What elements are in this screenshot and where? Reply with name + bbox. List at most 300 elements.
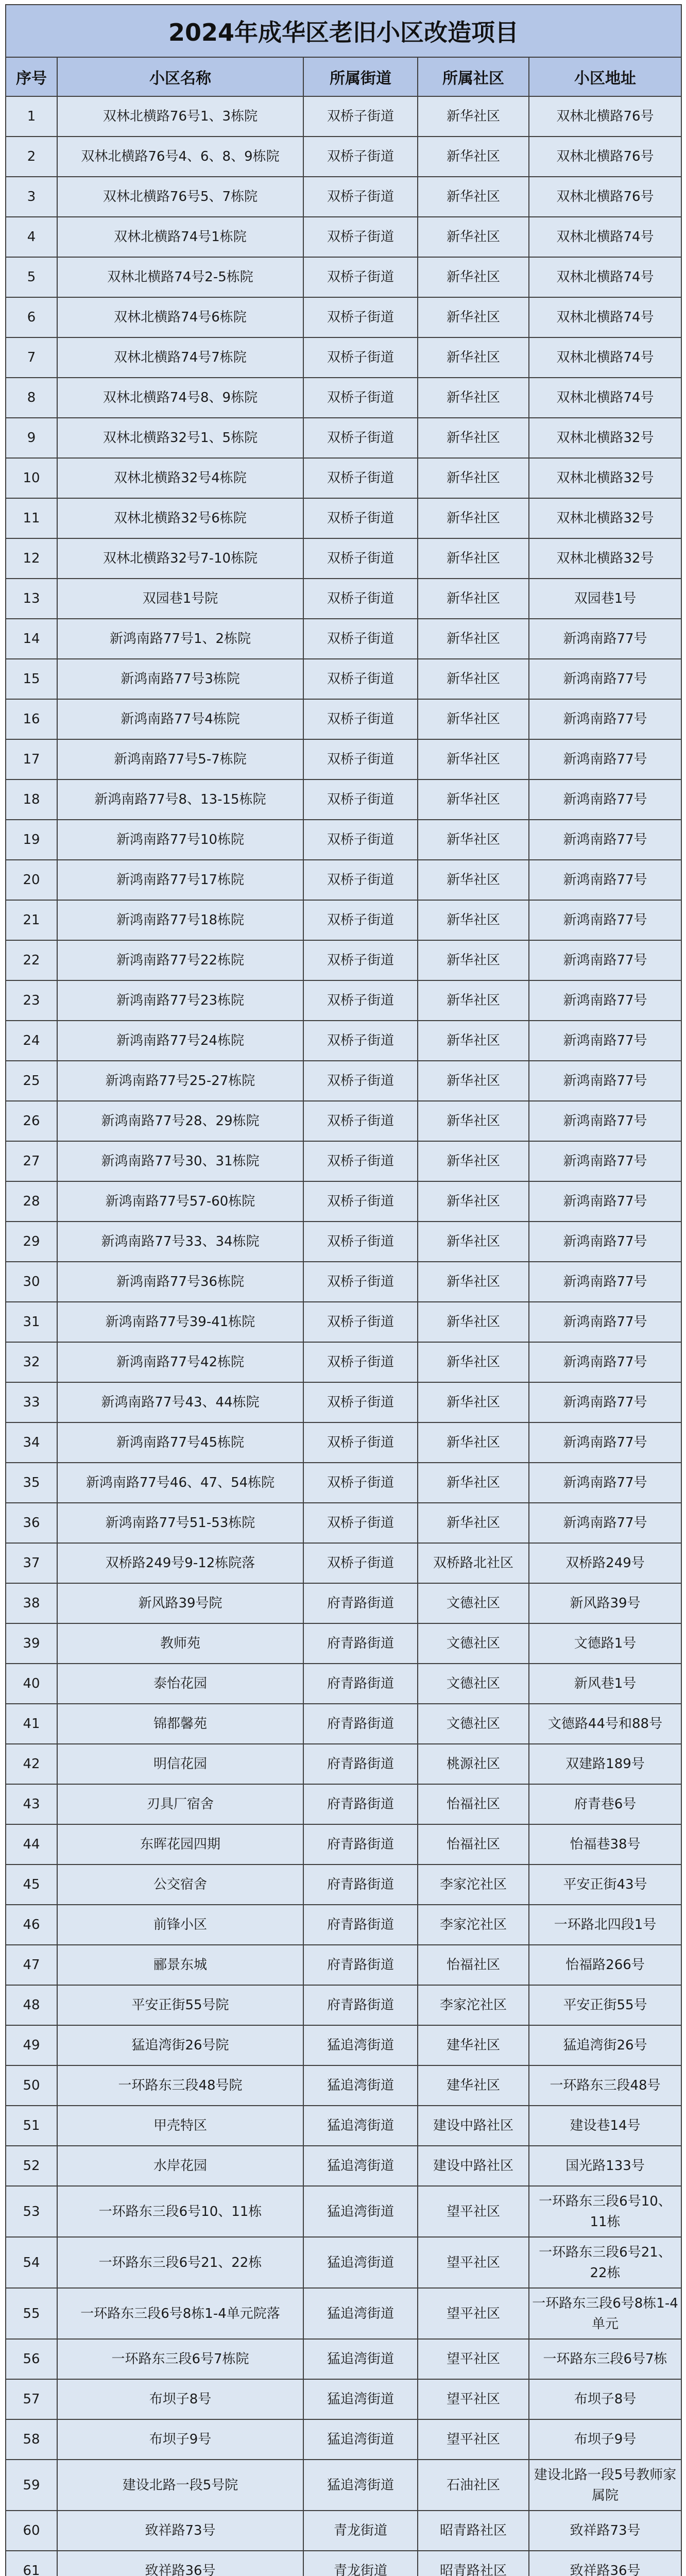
cell-community: 新华社区 bbox=[418, 980, 529, 1021]
cell-street: 双桥子街道 bbox=[303, 1181, 418, 1222]
cell-address: 新鸿南路77号 bbox=[529, 1061, 681, 1101]
table-row bbox=[6, 177, 681, 217]
table-row bbox=[6, 1623, 681, 1664]
cell-street: 双桥子街道 bbox=[303, 1101, 418, 1141]
cell-street: 府青路街道 bbox=[303, 1664, 418, 1704]
table-row bbox=[6, 1704, 681, 1744]
cell-street: 双桥子街道 bbox=[303, 418, 418, 458]
cell-name: 双林北横路32号7-10栋院 bbox=[57, 538, 303, 579]
cell-address: 平安正街43号 bbox=[529, 1865, 681, 1905]
cell-name: 猛追湾街26号院 bbox=[57, 2025, 303, 2065]
cell-name: 双林北横路74号6栋院 bbox=[57, 297, 303, 337]
cell-index: 51 bbox=[6, 2106, 57, 2146]
cell-street: 府青路街道 bbox=[303, 1985, 418, 2025]
cell-community: 建华社区 bbox=[418, 2065, 529, 2106]
table-row bbox=[6, 337, 681, 378]
cell-index: 40 bbox=[6, 1664, 57, 1704]
cell-name: 新鸿南路77号43、44栋院 bbox=[57, 1382, 303, 1422]
cell-name: 公交宿舍 bbox=[57, 1865, 303, 1905]
table-row bbox=[6, 1784, 681, 1824]
cell-name: 一环路东三段6号8栋1-4单元院落 bbox=[57, 2288, 303, 2339]
cell-index: 43 bbox=[6, 1784, 57, 1824]
cell-street: 双桥子街道 bbox=[303, 860, 418, 900]
cell-address: 新鸿南路77号 bbox=[529, 779, 681, 820]
cell-community: 新华社区 bbox=[418, 418, 529, 458]
cell-community: 李家沱社区 bbox=[418, 1985, 529, 2025]
table-row bbox=[6, 699, 681, 739]
cell-address: 新鸿南路77号 bbox=[529, 699, 681, 739]
cell-address: 新鸿南路77号 bbox=[529, 1181, 681, 1222]
cell-name: 双林北横路76号4、6、8、9栋院 bbox=[57, 137, 303, 177]
table-row bbox=[6, 2551, 681, 2576]
cell-address: 怡福巷38号 bbox=[529, 1824, 681, 1865]
cell-name: 新鸿南路77号17栋院 bbox=[57, 860, 303, 900]
cell-community: 望平社区 bbox=[418, 2419, 529, 2460]
cell-index: 60 bbox=[6, 2511, 57, 2551]
table-row bbox=[6, 1262, 681, 1302]
cell-community: 新华社区 bbox=[418, 458, 529, 498]
cell-name: 新鸿南路77号24栋院 bbox=[57, 1021, 303, 1061]
cell-address: 建设巷14号 bbox=[529, 2106, 681, 2146]
table-row bbox=[6, 739, 681, 779]
cell-address: 新鸿南路77号 bbox=[529, 739, 681, 779]
cell-index: 38 bbox=[6, 1583, 57, 1623]
column-header-street: 所属街道 bbox=[303, 57, 418, 96]
cell-street: 双桥子街道 bbox=[303, 498, 418, 538]
table-row bbox=[6, 1945, 681, 1985]
cell-name: 锦都馨苑 bbox=[57, 1704, 303, 1744]
cell-index: 46 bbox=[6, 1905, 57, 1945]
cell-name: 一环路东三段48号院 bbox=[57, 2065, 303, 2106]
cell-address: 双林北横路74号 bbox=[529, 297, 681, 337]
cell-address: 双林北横路32号 bbox=[529, 538, 681, 579]
cell-index: 42 bbox=[6, 1744, 57, 1784]
table-row bbox=[6, 940, 681, 980]
cell-street: 双桥子街道 bbox=[303, 1222, 418, 1262]
cell-name: 双林北横路74号2-5栋院 bbox=[57, 257, 303, 297]
cell-community: 新华社区 bbox=[418, 619, 529, 659]
cell-street: 府青路街道 bbox=[303, 1704, 418, 1744]
cell-address: 双林北横路74号 bbox=[529, 378, 681, 418]
column-header-community: 所属社区 bbox=[418, 57, 529, 96]
cell-address: 建设北路一段5号教师家属院 bbox=[529, 2460, 681, 2511]
cell-street: 青龙街道 bbox=[303, 2551, 418, 2576]
cell-name: 双林北横路32号6栋院 bbox=[57, 498, 303, 538]
cell-index: 13 bbox=[6, 579, 57, 619]
cell-name: 新风路39号院 bbox=[57, 1583, 303, 1623]
cell-street: 双桥子街道 bbox=[303, 96, 418, 137]
table-row bbox=[6, 820, 681, 860]
cell-community: 新华社区 bbox=[418, 217, 529, 257]
cell-street: 双桥子街道 bbox=[303, 940, 418, 980]
cell-address: 府青巷6号 bbox=[529, 1784, 681, 1824]
cell-street: 府青路街道 bbox=[303, 1623, 418, 1664]
cell-address: 布坝子8号 bbox=[529, 2379, 681, 2419]
cell-street: 双桥子街道 bbox=[303, 820, 418, 860]
cell-community: 怡福社区 bbox=[418, 1824, 529, 1865]
cell-index: 18 bbox=[6, 779, 57, 820]
table-row bbox=[6, 1543, 681, 1583]
table-row bbox=[6, 257, 681, 297]
cell-community: 昭青路社区 bbox=[418, 2511, 529, 2551]
cell-name: 新鸿南路77号33、34栋院 bbox=[57, 1222, 303, 1262]
cell-community: 新华社区 bbox=[418, 1342, 529, 1382]
cell-community: 新华社区 bbox=[418, 1302, 529, 1342]
cell-name: 新鸿南路77号5-7栋院 bbox=[57, 739, 303, 779]
cell-community: 新华社区 bbox=[418, 337, 529, 378]
cell-street: 双桥子街道 bbox=[303, 1543, 418, 1583]
cell-index: 22 bbox=[6, 940, 57, 980]
cell-name: 新鸿南路77号3栋院 bbox=[57, 659, 303, 699]
table-row bbox=[6, 2065, 681, 2106]
table-row bbox=[6, 458, 681, 498]
cell-street: 双桥子街道 bbox=[303, 257, 418, 297]
cell-community: 望平社区 bbox=[418, 2288, 529, 2339]
table-row bbox=[6, 980, 681, 1021]
cell-name: 刃具厂宿舍 bbox=[57, 1784, 303, 1824]
cell-street: 府青路街道 bbox=[303, 1583, 418, 1623]
cell-index: 21 bbox=[6, 900, 57, 940]
cell-index: 12 bbox=[6, 538, 57, 579]
cell-community: 桃源社区 bbox=[418, 1744, 529, 1784]
cell-community: 新华社区 bbox=[418, 1101, 529, 1141]
table-row bbox=[6, 217, 681, 257]
cell-name: 双林北横路74号7栋院 bbox=[57, 337, 303, 378]
cell-name: 建设北路一段5号院 bbox=[57, 2460, 303, 2511]
cell-address: 一环路北四段1号 bbox=[529, 1905, 681, 1945]
cell-community: 望平社区 bbox=[418, 2339, 529, 2379]
cell-community: 双桥路北社区 bbox=[418, 1543, 529, 1583]
cell-street: 双桥子街道 bbox=[303, 699, 418, 739]
cell-street: 双桥子街道 bbox=[303, 538, 418, 579]
cell-community: 新华社区 bbox=[418, 1262, 529, 1302]
cell-address: 双林北横路76号 bbox=[529, 177, 681, 217]
cell-name: 郦景东城 bbox=[57, 1945, 303, 1985]
table-row bbox=[6, 1865, 681, 1905]
cell-community: 新华社区 bbox=[418, 1503, 529, 1543]
cell-name: 新鸿南路77号23栋院 bbox=[57, 980, 303, 1021]
cell-name: 新鸿南路77号28、29栋院 bbox=[57, 1101, 303, 1141]
cell-street: 双桥子街道 bbox=[303, 1422, 418, 1463]
cell-index: 57 bbox=[6, 2379, 57, 2419]
cell-street: 双桥子街道 bbox=[303, 458, 418, 498]
table-row bbox=[6, 2288, 681, 2339]
cell-community: 新华社区 bbox=[418, 96, 529, 137]
table-row bbox=[6, 2460, 681, 2511]
cell-street: 猛追湾街道 bbox=[303, 2025, 418, 2065]
cell-address: 双林北横路74号 bbox=[529, 217, 681, 257]
table-row bbox=[6, 2106, 681, 2146]
cell-street: 双桥子街道 bbox=[303, 217, 418, 257]
cell-community: 新华社区 bbox=[418, 699, 529, 739]
cell-street: 双桥子街道 bbox=[303, 980, 418, 1021]
project-table-container bbox=[5, 4, 681, 2576]
cell-address: 一环路东三段48号 bbox=[529, 2065, 681, 2106]
header-row bbox=[6, 57, 681, 96]
cell-address: 新鸿南路77号 bbox=[529, 900, 681, 940]
cell-index: 26 bbox=[6, 1101, 57, 1141]
table-row bbox=[6, 900, 681, 940]
cell-community: 新华社区 bbox=[418, 940, 529, 980]
cell-street: 青龙街道 bbox=[303, 2511, 418, 2551]
cell-community: 新华社区 bbox=[418, 1061, 529, 1101]
cell-street: 双桥子街道 bbox=[303, 337, 418, 378]
cell-street: 猛追湾街道 bbox=[303, 2288, 418, 2339]
cell-name: 新鸿南路77号18栋院 bbox=[57, 900, 303, 940]
table-row bbox=[6, 2339, 681, 2379]
cell-community: 新华社区 bbox=[418, 378, 529, 418]
cell-index: 34 bbox=[6, 1422, 57, 1463]
cell-street: 双桥子街道 bbox=[303, 900, 418, 940]
cell-address: 新鸿南路77号 bbox=[529, 1262, 681, 1302]
cell-community: 新华社区 bbox=[418, 498, 529, 538]
cell-street: 猛追湾街道 bbox=[303, 2339, 418, 2379]
cell-community: 新华社区 bbox=[418, 177, 529, 217]
cell-index: 4 bbox=[6, 217, 57, 257]
cell-name: 一环路东三段6号21、22栋 bbox=[57, 2237, 303, 2288]
cell-community: 新华社区 bbox=[418, 779, 529, 820]
table-row bbox=[6, 1021, 681, 1061]
cell-index: 32 bbox=[6, 1342, 57, 1382]
table-row bbox=[6, 297, 681, 337]
cell-address: 新鸿南路77号 bbox=[529, 1422, 681, 1463]
cell-name: 明信花园 bbox=[57, 1744, 303, 1784]
cell-community: 新华社区 bbox=[418, 1181, 529, 1222]
cell-index: 48 bbox=[6, 1985, 57, 2025]
table-row bbox=[6, 96, 681, 137]
cell-address: 布坝子9号 bbox=[529, 2419, 681, 2460]
cell-address: 一环路东三段6号8栋1-4单元 bbox=[529, 2288, 681, 2339]
cell-community: 新华社区 bbox=[418, 1021, 529, 1061]
cell-address: 新鸿南路77号 bbox=[529, 1463, 681, 1503]
cell-name: 新鸿南路77号36栋院 bbox=[57, 1262, 303, 1302]
cell-community: 文德社区 bbox=[418, 1623, 529, 1664]
cell-address: 双林北横路32号 bbox=[529, 498, 681, 538]
cell-index: 41 bbox=[6, 1704, 57, 1744]
column-header-index: 序号 bbox=[6, 57, 57, 96]
table-row bbox=[6, 1061, 681, 1101]
cell-address: 一环路东三段6号7栋 bbox=[529, 2339, 681, 2379]
cell-community: 建设中路社区 bbox=[418, 2146, 529, 2186]
cell-address: 猛追湾街26号 bbox=[529, 2025, 681, 2065]
cell-street: 猛追湾街道 bbox=[303, 2106, 418, 2146]
cell-index: 50 bbox=[6, 2065, 57, 2106]
table-row bbox=[6, 1905, 681, 1945]
cell-community: 李家沱社区 bbox=[418, 1865, 529, 1905]
cell-name: 新鸿南路77号45栋院 bbox=[57, 1422, 303, 1463]
cell-street: 双桥子街道 bbox=[303, 1061, 418, 1101]
cell-community: 新华社区 bbox=[418, 1422, 529, 1463]
cell-index: 39 bbox=[6, 1623, 57, 1664]
cell-name: 新鸿南路77号8、13-15栋院 bbox=[57, 779, 303, 820]
cell-street: 府青路街道 bbox=[303, 1744, 418, 1784]
cell-street: 双桥子街道 bbox=[303, 619, 418, 659]
cell-community: 怡福社区 bbox=[418, 1945, 529, 1985]
table-row bbox=[6, 378, 681, 418]
cell-street: 猛追湾街道 bbox=[303, 2460, 418, 2511]
cell-community: 文德社区 bbox=[418, 1664, 529, 1704]
cell-index: 53 bbox=[6, 2186, 57, 2237]
cell-address: 新鸿南路77号 bbox=[529, 1342, 681, 1382]
cell-name: 双林北横路32号1、5栋院 bbox=[57, 418, 303, 458]
table-row bbox=[6, 1463, 681, 1503]
cell-address: 新鸿南路77号 bbox=[529, 980, 681, 1021]
cell-name: 甲壳特区 bbox=[57, 2106, 303, 2146]
cell-street: 猛追湾街道 bbox=[303, 2379, 418, 2419]
table-row bbox=[6, 498, 681, 538]
cell-address: 新鸿南路77号 bbox=[529, 820, 681, 860]
cell-index: 17 bbox=[6, 739, 57, 779]
cell-index: 9 bbox=[6, 418, 57, 458]
cell-index: 56 bbox=[6, 2339, 57, 2379]
cell-name: 新鸿南路77号25-27栋院 bbox=[57, 1061, 303, 1101]
cell-community: 文德社区 bbox=[418, 1704, 529, 1744]
cell-address: 新鸿南路77号 bbox=[529, 1141, 681, 1181]
cell-community: 望平社区 bbox=[418, 2186, 529, 2237]
cell-street: 双桥子街道 bbox=[303, 177, 418, 217]
cell-street: 猛追湾街道 bbox=[303, 2186, 418, 2237]
cell-name: 东晖花园四期 bbox=[57, 1824, 303, 1865]
table-row bbox=[6, 538, 681, 579]
cell-community: 新华社区 bbox=[418, 579, 529, 619]
cell-index: 24 bbox=[6, 1021, 57, 1061]
cell-street: 双桥子街道 bbox=[303, 137, 418, 177]
cell-address: 新鸿南路77号 bbox=[529, 1302, 681, 1342]
cell-community: 石油社区 bbox=[418, 2460, 529, 2511]
table-row bbox=[6, 779, 681, 820]
cell-index: 15 bbox=[6, 659, 57, 699]
cell-community: 望平社区 bbox=[418, 2379, 529, 2419]
table-row bbox=[6, 1824, 681, 1865]
cell-index: 52 bbox=[6, 2146, 57, 2186]
cell-street: 双桥子街道 bbox=[303, 1463, 418, 1503]
cell-street: 双桥子街道 bbox=[303, 297, 418, 337]
cell-index: 33 bbox=[6, 1382, 57, 1422]
cell-index: 47 bbox=[6, 1945, 57, 1985]
cell-address: 新鸿南路77号 bbox=[529, 860, 681, 900]
cell-address: 一环路东三段6号10、11栋 bbox=[529, 2186, 681, 2237]
cell-community: 新华社区 bbox=[418, 257, 529, 297]
cell-address: 新鸿南路77号 bbox=[529, 1382, 681, 1422]
cell-street: 猛追湾街道 bbox=[303, 2419, 418, 2460]
cell-index: 20 bbox=[6, 860, 57, 900]
cell-community: 新华社区 bbox=[418, 1222, 529, 1262]
cell-name: 新鸿南路77号30、31栋院 bbox=[57, 1141, 303, 1181]
cell-name: 双林北横路76号1、3栋院 bbox=[57, 96, 303, 137]
cell-name: 新鸿南路77号51-53栋院 bbox=[57, 1503, 303, 1543]
cell-street: 双桥子街道 bbox=[303, 1141, 418, 1181]
table-row bbox=[6, 1422, 681, 1463]
cell-address: 新鸿南路77号 bbox=[529, 1101, 681, 1141]
cell-address: 一环路东三段6号21、22栋 bbox=[529, 2237, 681, 2288]
cell-name: 平安正街55号院 bbox=[57, 1985, 303, 2025]
cell-address: 双桥路249号 bbox=[529, 1543, 681, 1583]
cell-index: 27 bbox=[6, 1141, 57, 1181]
cell-name: 新鸿南路77号1、2栋院 bbox=[57, 619, 303, 659]
cell-street: 双桥子街道 bbox=[303, 1503, 418, 1543]
cell-index: 2 bbox=[6, 137, 57, 177]
cell-index: 6 bbox=[6, 297, 57, 337]
cell-address: 新鸿南路77号 bbox=[529, 1021, 681, 1061]
cell-address: 双林北横路76号 bbox=[529, 137, 681, 177]
table-row bbox=[6, 2186, 681, 2237]
cell-index: 49 bbox=[6, 2025, 57, 2065]
cell-address: 双林北横路74号 bbox=[529, 257, 681, 297]
cell-address: 双林北横路76号 bbox=[529, 96, 681, 137]
cell-community: 新华社区 bbox=[418, 137, 529, 177]
cell-address: 新鸿南路77号 bbox=[529, 619, 681, 659]
cell-name: 新鸿南路77号4栋院 bbox=[57, 699, 303, 739]
cell-name: 双林北横路32号4栋院 bbox=[57, 458, 303, 498]
table-row bbox=[6, 1985, 681, 2025]
cell-street: 府青路街道 bbox=[303, 1905, 418, 1945]
cell-name: 一环路东三段6号10、11栋 bbox=[57, 2186, 303, 2237]
project-table bbox=[5, 4, 682, 2576]
cell-address: 新鸿南路77号 bbox=[529, 940, 681, 980]
table-row bbox=[6, 1382, 681, 1422]
cell-community: 怡福社区 bbox=[418, 1784, 529, 1824]
cell-index: 5 bbox=[6, 257, 57, 297]
cell-street: 双桥子街道 bbox=[303, 1021, 418, 1061]
cell-index: 35 bbox=[6, 1463, 57, 1503]
cell-address: 文德路44号和88号 bbox=[529, 1704, 681, 1744]
cell-street: 双桥子街道 bbox=[303, 1302, 418, 1342]
cell-name: 新鸿南路77号22栋院 bbox=[57, 940, 303, 980]
cell-name: 泰怡花园 bbox=[57, 1664, 303, 1704]
cell-index: 8 bbox=[6, 378, 57, 418]
cell-index: 3 bbox=[6, 177, 57, 217]
cell-street: 双桥子街道 bbox=[303, 378, 418, 418]
cell-index: 1 bbox=[6, 96, 57, 137]
cell-index: 44 bbox=[6, 1824, 57, 1865]
cell-index: 45 bbox=[6, 1865, 57, 1905]
cell-community: 新华社区 bbox=[418, 900, 529, 940]
cell-address: 双林北横路32号 bbox=[529, 458, 681, 498]
cell-street: 双桥子街道 bbox=[303, 1262, 418, 1302]
table-row bbox=[6, 1744, 681, 1784]
cell-index: 11 bbox=[6, 498, 57, 538]
cell-index: 10 bbox=[6, 458, 57, 498]
cell-address: 新鸿南路77号 bbox=[529, 1222, 681, 1262]
cell-street: 府青路街道 bbox=[303, 1824, 418, 1865]
table-row bbox=[6, 2237, 681, 2288]
cell-name: 双园巷1号院 bbox=[57, 579, 303, 619]
cell-name: 致祥路36号 bbox=[57, 2551, 303, 2576]
cell-community: 昭青路社区 bbox=[418, 2551, 529, 2576]
cell-street: 双桥子街道 bbox=[303, 579, 418, 619]
cell-name: 双林北横路76号5、7栋院 bbox=[57, 177, 303, 217]
table-row bbox=[6, 418, 681, 458]
cell-index: 7 bbox=[6, 337, 57, 378]
cell-address: 平安正街55号 bbox=[529, 1985, 681, 2025]
table-row bbox=[6, 1222, 681, 1262]
table-row bbox=[6, 1101, 681, 1141]
cell-community: 望平社区 bbox=[418, 2237, 529, 2288]
table-row bbox=[6, 1302, 681, 1342]
cell-address: 双林北横路32号 bbox=[529, 418, 681, 458]
table-row bbox=[6, 2379, 681, 2419]
cell-street: 府青路街道 bbox=[303, 1784, 418, 1824]
cell-community: 建设中路社区 bbox=[418, 2106, 529, 2146]
cell-street: 双桥子街道 bbox=[303, 1382, 418, 1422]
table-row bbox=[6, 1181, 681, 1222]
column-header-address: 小区地址 bbox=[529, 57, 681, 96]
table-row bbox=[6, 1664, 681, 1704]
cell-name: 双林北横路74号8、9栋院 bbox=[57, 378, 303, 418]
cell-name: 双林北横路74号1栋院 bbox=[57, 217, 303, 257]
table-row bbox=[6, 619, 681, 659]
cell-street: 双桥子街道 bbox=[303, 739, 418, 779]
